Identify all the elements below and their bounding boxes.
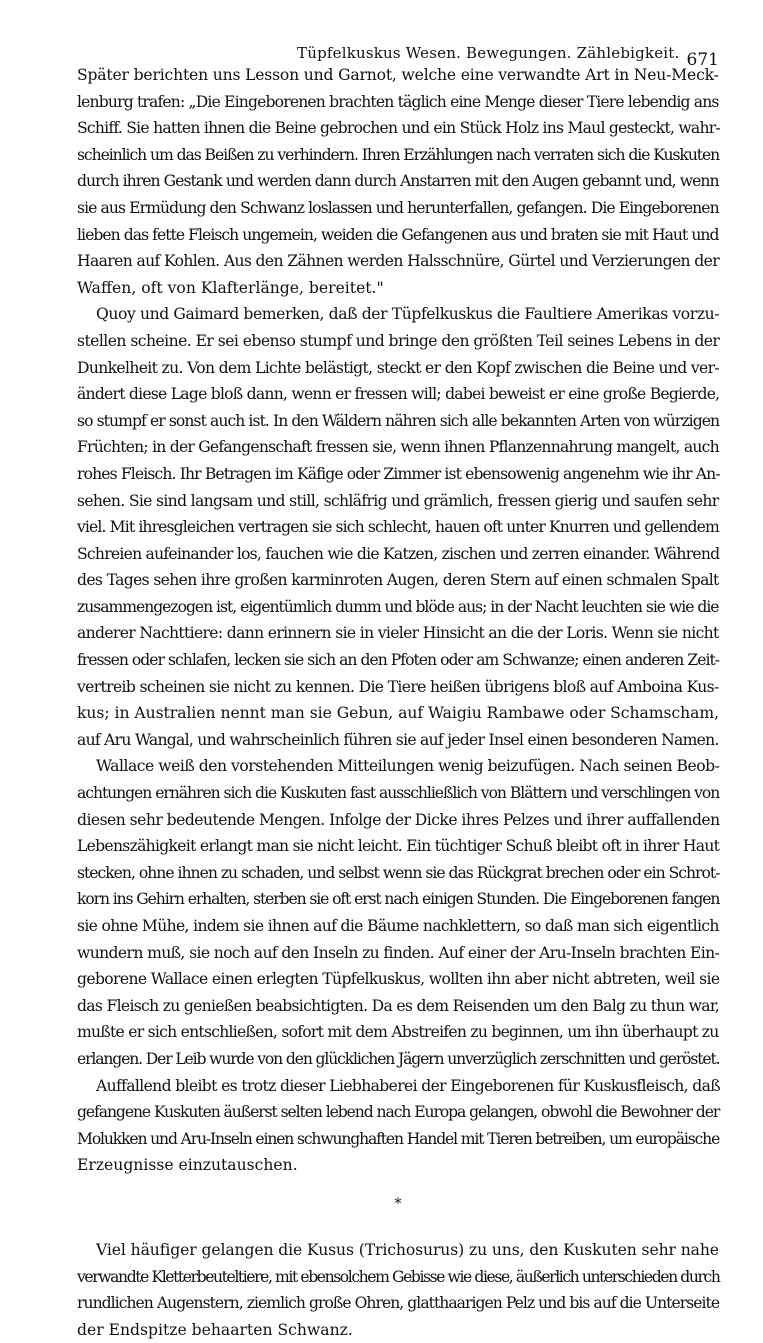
text-line: Wallace weiß den vorstehenden Mitteilungen wenig beizufügen. Nach seinen Beob-	[96, 757, 720, 776]
text-line: scheinlich um das Beißen zu verhindern. Ihren Erzählungen nach verraten sich die Kuskuten	[77, 145, 720, 164]
text-line: Später berichten uns Lesson und Garnot, welche eine verwandte Art in Neu-Meck-	[77, 66, 719, 84]
text-line: gefangene Kuskuten äußerst selten lebend nach Europa gelangen, obwohl die Bewohner der	[77, 1103, 720, 1122]
text-line: Schiff. Sie hatten ihnen die Beine gebrochen und ein Stück Holz ins Maul gesteckt, wahr-	[77, 119, 720, 138]
text-line: Waffen, oft von Klafterlänge, bereitet."	[77, 278, 384, 297]
running-title: Tüpfelkuskus Wesen. Bewegungen. Zählebigkeit.	[297, 44, 680, 62]
paragraph-kusus	[77, 1237, 719, 1343]
paragraph-kuskus-trade	[77, 1073, 719, 1179]
text-line: ändert diese Lage bloß dann, wenn er fressen will; dabei beweist er eine große Begierde,	[77, 385, 720, 404]
text-line: viel. Mit ihresgleichen vertragen sie sich schlecht, hauen oft unter Knurren und gellendem	[77, 518, 719, 537]
text-line: Dunkelheit zu. Von dem Lichte belästigt, steckt er den Kopf zwischen die Beine und ver-	[77, 358, 720, 377]
text-line: anderer Nachttiere: dann erinnern sie in vieler Hinsicht an die der Loris. Wenn sie nicht	[77, 624, 719, 643]
text-line: fressen oder schlafen, lecken sie sich an den Pfoten oder am Schwanze; einen anderen Zeit-	[77, 651, 720, 670]
text-line: Quoy und Gaimard bemerken, daß der Tüpfelkuskus die Faultiere Amerikas vorzu-	[96, 305, 720, 324]
text-line: rohes Fleisch. Ihr Betragen im Käfige oder Zimmer ist ebensowenig angenehm wie ihr An-	[77, 464, 720, 483]
text-line: Früchten; in der Gefangenschaft fressen sie, wenn ihnen Pflanzennahrung mangelt, auch	[77, 438, 719, 457]
text-line: lieben das fette Fleisch ungemein, weiden die Gefangenen aus und braten sie mit Haut und	[77, 225, 719, 244]
text-line: Molukken und Aru-Inseln einen schwunghaften Handel mit Tieren betreiben, um europäische	[77, 1129, 720, 1148]
text-line: Haaren auf Kohlen. Aus den Zähnen werden Halsschnüre, Gürtel und Verzierungen der	[77, 252, 720, 271]
text-line: der Endspitze behaarten Schwanz.	[77, 1320, 353, 1339]
text-line: diesen sehr bedeutende Mengen. Infolge der Dicke ihres Pelzes und ihrer auffallenden	[77, 810, 720, 829]
text-line: geborene Wallace einen erlegten Tüpfelkuskus, wollten ihn aber nicht abtreten, weil sie	[77, 970, 720, 989]
text-line: rundlichen Augenstern, ziemlich große Ohren, glatthaarigen Pelz und bis auf die Unterseite	[77, 1294, 720, 1313]
paragraph-wallace	[77, 753, 719, 1072]
text-line: korn ins Gehirn erhalten, sterben sie oft erst nach einigen Stunden. Die Eingeborenen fangen	[77, 890, 720, 909]
paragraph-lesson-garnot	[77, 62, 719, 301]
page-number: 671	[686, 50, 719, 70]
text-line: wundern muß, sie noch auf den Inseln zu finden. Auf einer der Aru-Inseln brachten Ein-	[77, 943, 720, 962]
text-line: durch ihren Gestank und werden dann durch Anstarren mit den Augen gebannt und, wenn	[77, 172, 719, 191]
paragraph-quoy-gaimard	[77, 301, 719, 753]
text-line: das Fleisch zu genießen beabsichtigten. Da es dem Reisenden um den Balg zu thun war,	[77, 996, 720, 1015]
running-head	[77, 0, 719, 70]
text-line: Erzeugnisse einzutauschen.	[77, 1156, 298, 1175]
text-line: erlangen. Der Leib wurde von den glücklichen Jägern unverzüglich zerschnitten und geröstet.	[77, 1049, 720, 1068]
text-line: des Tages sehen ihre großen karminroten Augen, deren Stern auf einen schmalen Spalt	[77, 571, 719, 590]
text-line: stellen scheine. Er sei ebenso stumpf und bringe den größten Teil seines Lebens in der	[77, 331, 720, 350]
text-line: Lebenszähigkeit erlangt man sie nicht leicht. Ein tüchtiger Schuß bleibt oft in ihrer Haut	[77, 837, 720, 856]
text-line: Viel häufiger gelangen die Kusus (Trichosurus) zu uns, den Kuskuten sehr nahe	[96, 1240, 719, 1259]
text-line: sehen. Sie sind langsam und still, schläfrig und grämlich, fressen gierig und saufen sehr	[77, 491, 719, 510]
text-line: mußte er sich entschließen, sofort mit dem Abstreifen zu beginnen, um ihn überhaupt zu	[77, 1023, 719, 1042]
text-line: zusammengezogen ist, eigentümlich dumm und blöde aus; in der Nacht leuchten sie wie die	[77, 597, 719, 616]
text-line: stecken, ohne ihnen zu schaden, und selbst wenn sie das Rückgrat brechen oder ein Schrot-	[77, 863, 720, 882]
text-line: kus; in Australien nennt man sie Gebun, auf Waigiu Rambawe oder Schamscham,	[77, 704, 720, 723]
text-line: auf Aru Wangal, und wahrscheinlich führen sie auf jeder Insel einen besonderen Namen.	[77, 730, 719, 749]
text-line: Schreien aufeinander los, fauchen wie die Katzen, zischen und zerren einander. Während	[77, 544, 720, 563]
text-line: lenburg trafen: „Die Eingeborenen brachten täglich eine Menge dieser Tiere lebendig ans	[77, 92, 719, 111]
text-line: verwandte Kletterbeuteltiere, mit ebensolchem Gebisse wie diese, äußerlich unterschieden durch	[77, 1267, 720, 1286]
section-separator: *	[394, 1195, 402, 1212]
text-line: so stumpf er sonst auch ist. In den Wäldern nähren sich alle bekannten Arten von würzigen	[77, 411, 720, 430]
text-line: sie aus Ermüdung den Schwanz loslassen und herunterfallen, gefangen. Die Eingeborenen	[77, 198, 719, 217]
text-line: vertreib scheinen sie nicht zu kennen. Die Tiere heißen übrigens bloß auf Amboina Kus-	[77, 677, 719, 696]
body-text	[77, 62, 719, 1343]
text-line: Auffallend bleibt es trotz dieser Liebhaberei der Eingeborenen für Kuskusfleisch, daß	[96, 1076, 721, 1095]
text-line: achtungen ernähren sich die Kuskuten fast ausschließlich von Blättern und verschlingen von	[77, 784, 720, 803]
text-line: sie ohne Mühe, indem sie ihnen auf die Bäume nachklettern, so daß man sich eigentlich	[77, 917, 719, 935]
